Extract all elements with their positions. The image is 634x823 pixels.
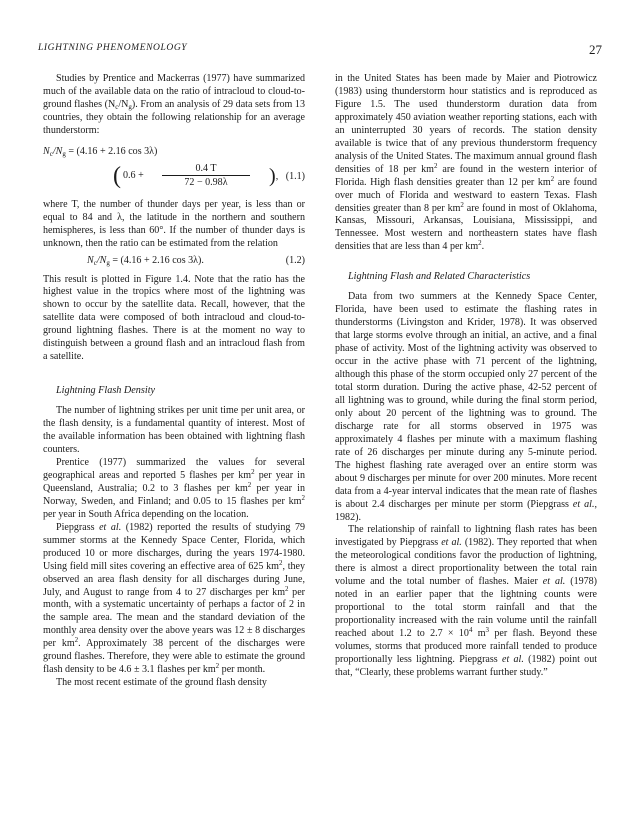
paragraph-ratio-intro: Studies by Prentice and Mackerras (1977) have summarized much of the available data on the ratio of intracloud to cloud-to-ground flashes $(N_c/N_g)$. From an analysis of 29 data sets from 13 countries, they obtain the following relationship for an average thunderstorm:: [43, 73, 305, 136]
equation-1-number: ), (1.1): [269, 164, 305, 187]
right-column: [335, 73, 597, 680]
paragraph-recent-estimate: The most recent estimate of the ground flash density: [56, 677, 267, 689]
running-title: LIGHTNING PHENOMENOLOGY: [38, 43, 188, 53]
equation-2: $N_c/N_g = (4.16 + 2.16$ cos 3λ). (1.2): [87, 254, 305, 267]
section-heading-flash-density: Lightning Flash Density: [56, 385, 156, 397]
paragraph-thunder-days: where T, the number of thunder days per year, is less than or equal to 84 and λ, the latitude in the northern and southern hemispheres, is less than 60°. If the number of thunder days is unknown, then the ratio can be estimated from the relation: [43, 198, 305, 249]
section-heading-flash-characteristics: Lightning Flash and Related Characteristics: [348, 271, 531, 283]
equation-1-line1: $N_c/N_g = (4.16 + 2.16$ cos 3λ): [43, 145, 158, 158]
paragraph-figure-1-4: This result is plotted in Figure 1.4. Note that the ratio has the highest value in the tropics where most of the lightning was shown to occur by the satellite data. Recall, however, that the satellite data were composed of both intracloud and cloud-to-ground lightning flashes. There is at the moment no way to distinguish between a ground flash and an intracloud flash from a satellite.: [43, 273, 305, 363]
paragraph-flashing-rates: Data from two summers at the Kennedy Space Center, Florida, have been used to estimate the flashing rates in thunderstorms (Livingston and Krider, 1978). It was observed that large storms evolve through an initial, an active, and a final phase of activity. Most of the lightning activity was observed to occur in the active phase with 71 percent of the lightning, although this phase of the storm occupied only 27 percent of the total storm duration. During the active phase, 42-52 percent of all lightning was to ground, while during the final storm period, only about 20 percent of the lightning was to ground. The discharge rate for all storms observed in 1975 was approximately 4 flashes per minute with a maximum flashing rate of 26 discharges per minute during any 5-minute period. The highest flashing rate averaged over an entire storm was about 9 discharges per minute for over 200 minutes. More recent data from a 4-year interval indicates that the mean rate of flashes is about 2.4 discharges per minute per storm (Piepgrass et al., 1982).: [335, 291, 597, 523]
equation-1-fraction: $\frac{0.4 T}{72 - 0.98\lambda}$: [162, 162, 250, 189]
paragraph-prentice: Prentice (1977) summarized the values for several geographical areas and reported 5 flashes per $km^2$ per year in Queensland, Australia; 0.2 to 3 flashes per $km^2$ per year in Norway, Sweden, and Finland; and 0.05 to 15 flashes per $km^2$ per year in South Africa depending on the location.: [43, 456, 305, 520]
paragraph-rainfall: The relationship of rainfall to lightning flash rates has been investigated by Piepgrass et al. (1982). They reported that when the meteorological conditions favor the production of lightning, there is almost a direct proportionality between the total rain volume and the total number of flashes. Maier et al. (1978) noted in an earlier paper that the lightning counts were proportional to the total storm rainfall and that the proportionality increased with the rain volume until the rainfall reached about 1.2 to $2.7 \times 10^4$ $m^3$ per flash. Beyond these volumes, storms that produced more rainfall tended to produce proportionally less lightning. Piepgrass et al. (1982) point out that, “Clearly, these problems warrant further study.”: [335, 524, 598, 678]
running-head: [38, 43, 602, 59]
left-column: [43, 73, 305, 690]
page-number: 27: [589, 42, 602, 57]
paragraph-piepgrass: Piepgrass et al. (1982) reported the results of studying 79 summer storms at the Kennedy Space Center, Florida, which produced 10 or more discharges, during the years 1974-1980. Using field mill sites covering an effective area of 625 $km^2$, they observed an area flash density for all discharges during June, July, and August to range from 4 to 27 discharges per $km^2$ per month, with a systematic uncertainty of perhaps a factor of 2 in the sample area. The mean and the standard deviation of the monthly area density over the above years was 12 ± 8 discharges per $km^2$. Approximately 38 percent of the discharges were ground flashes. Therefore, they were able to estimate the ground flash density to be 4.6 ± 3.1 flashes per $km^2$ per month.: [43, 521, 306, 676]
paragraph-us-flash-density: in the United States has been made by Maier and Piotrowicz (1983) using thunderstorm hour statistics and is reproduced as Figure 1.5. The used thunderstorm duration data from approximately 450 aviation weather reporting stations, each with an uninterrupted 30 years of records. The station density available is twice that of any previous thunderstorm frequency analysis of the United States. The maximum annual ground flash densities of 18 per $km^2$ are found in the western interior of Florida. High flash densities greater than 12 per $km^2$ are found over much of Florida and westward to eastern Texas. Flash densities greater than 8 per $km^2$ are found in most of Oklahoma, Kansas, Missouri, Arkansas, Louisiana, Mississippi, and Tennessee. Most western and northeastern states have flash densities that are less than 4 per $km^2$.: [335, 73, 597, 253]
equation-1-line2: ( 0.6 + $\frac{0.4 T}{72 - 0.98\lambda}$ ), (1.1): [113, 162, 305, 189]
paragraph-flash-density: The number of lightning strikes per unit time per unit area, or the flash density, is a fundamental quantity of interest. Most of the available information has been obtained with lightning flash counters.: [43, 405, 305, 456]
